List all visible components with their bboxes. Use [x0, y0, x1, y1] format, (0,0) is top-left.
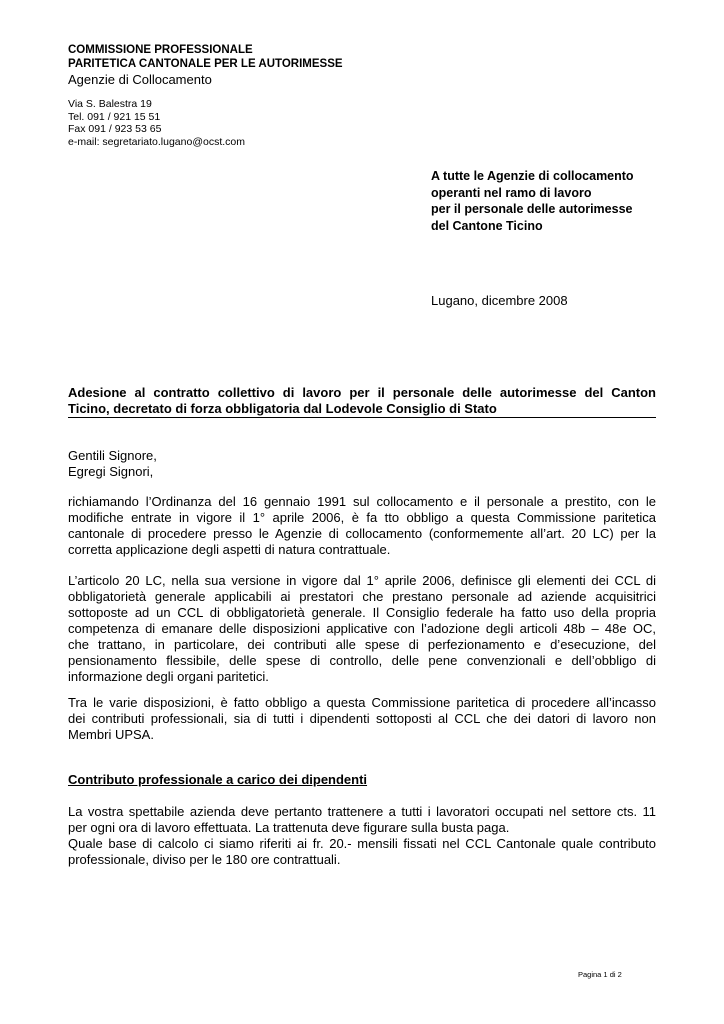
paragraph-line: corretta applicazione degli aspetti di natura contrattuale.	[68, 542, 391, 557]
paragraph-line: obbligatorietà generale applicabili ai prestatori che prestano personale ad aziende acquisitrici	[68, 589, 656, 604]
paragraph-line: Membri UPSA.	[68, 727, 154, 742]
paragraph-line: competenza di emanare delle disposizioni applicative con l’adozione degli articoli 48b – 48e OC,	[68, 621, 656, 636]
date-line: Lugano, dicembre 2008	[431, 293, 568, 308]
paragraph-1	[68, 494, 656, 558]
sender-org-subtitle: Agenzie di Collocamento	[68, 72, 212, 87]
recipient-line: del Cantone Ticino	[431, 218, 543, 233]
paragraph-3	[68, 695, 656, 743]
sender-address: Via S. Balestra 19	[68, 98, 152, 110]
sender-fax: Fax 091 / 923 53 65	[68, 123, 162, 135]
paragraph-line: richiamando l’Ordinanza del 16 gennaio 1991 sul collocamento e il personale a prestito, con le	[68, 494, 656, 509]
paragraph-line: informazione degli organi paritetici.	[68, 669, 269, 684]
paragraph-line: Quale base di calcolo ci siamo riferiti ai fr. 20.- mensili fissati nel CCL Cantonale quale contributo	[68, 836, 656, 851]
subject-block	[68, 385, 656, 418]
paragraph-line: professionale, diviso per le 180 ore contrattuali.	[68, 852, 341, 867]
subject-line1: Adesione al contratto collettivo di lavoro per il personale delle autorimesse del Canton	[68, 385, 656, 400]
sender-tel: Tel. 091 / 921 15 51	[68, 110, 161, 123]
paragraph-line: per ogni ora di lavoro effettuata. La trattenuta deve figurare sulla busta paga.	[68, 820, 510, 835]
section-heading-text: Contributo professionale a carico dei dipendenti	[68, 772, 368, 787]
recipient-line: operanti nel ramo di lavoro	[431, 185, 592, 200]
salutation-block	[68, 448, 157, 480]
salutation-line2: Egregi Signori,	[68, 464, 154, 479]
paragraph-line: sottoposte ad un CCL di obbligatorietà generale. Il Consiglio federale ha fatto uso della propria	[68, 605, 656, 620]
paragraph-line: che trattano, in particolare, dei contributi alle spese di perfezionamento e d’esecuzione, del	[68, 637, 656, 652]
paragraph-line: cantonale di procedere presso le Agenzie di collocamento (conformemente all’art. 20 LC) per la	[68, 526, 656, 541]
section-heading	[68, 772, 367, 788]
sender-org-line2: PARITETICA CANTONALE PER LE AUTORIMESSE	[68, 58, 343, 70]
paragraph-line: pensionamento flessibile, delle spese di controllo, delle pene convenzionali e dell’obbligo di	[68, 653, 656, 668]
recipient-block	[431, 168, 691, 234]
subject-line2: Ticino, decretato di forza obbligatoria dal Lodevole Consiglio di Stato	[68, 401, 497, 416]
paragraph-line: dei contributi professionali, sia di tutti i dipendenti sottoposti al CCL che dei datori di lavoro non	[68, 711, 656, 726]
page-number: Pagina 1 di 2	[578, 970, 622, 979]
paragraph-line: modifiche entrate in vigore il 1° aprile 2006, è fa tto obbligo a questa Commissione paritetica	[68, 510, 656, 525]
paragraph-4	[68, 804, 656, 868]
recipient-line: A tutte le Agenzie di collocamento	[431, 169, 634, 183]
paragraph-line: Tra le varie disposizioni, è fatto obbligo a questa Commissione paritetica di procedere all’incasso	[68, 695, 656, 710]
sender-block	[68, 43, 428, 148]
sender-email: e-mail: segretariato.lugano@ocst.com	[68, 135, 245, 148]
recipient-line: per il personale delle autorimesse	[431, 202, 633, 216]
paragraph-2	[68, 573, 656, 685]
paragraph-line: L’articolo 20 LC, nella sua versione in vigore dal 1° aprile 2006, definisce gli elementi dei CCL di	[68, 573, 656, 588]
paragraph-line: La vostra spettabile azienda deve pertanto trattenere a tutti i lavoratori occupati nel settore cts. 11	[68, 804, 656, 819]
sender-org-line1: COMMISSIONE PROFESSIONALE	[68, 44, 253, 56]
salutation-line1: Gentili Signore,	[68, 448, 157, 463]
